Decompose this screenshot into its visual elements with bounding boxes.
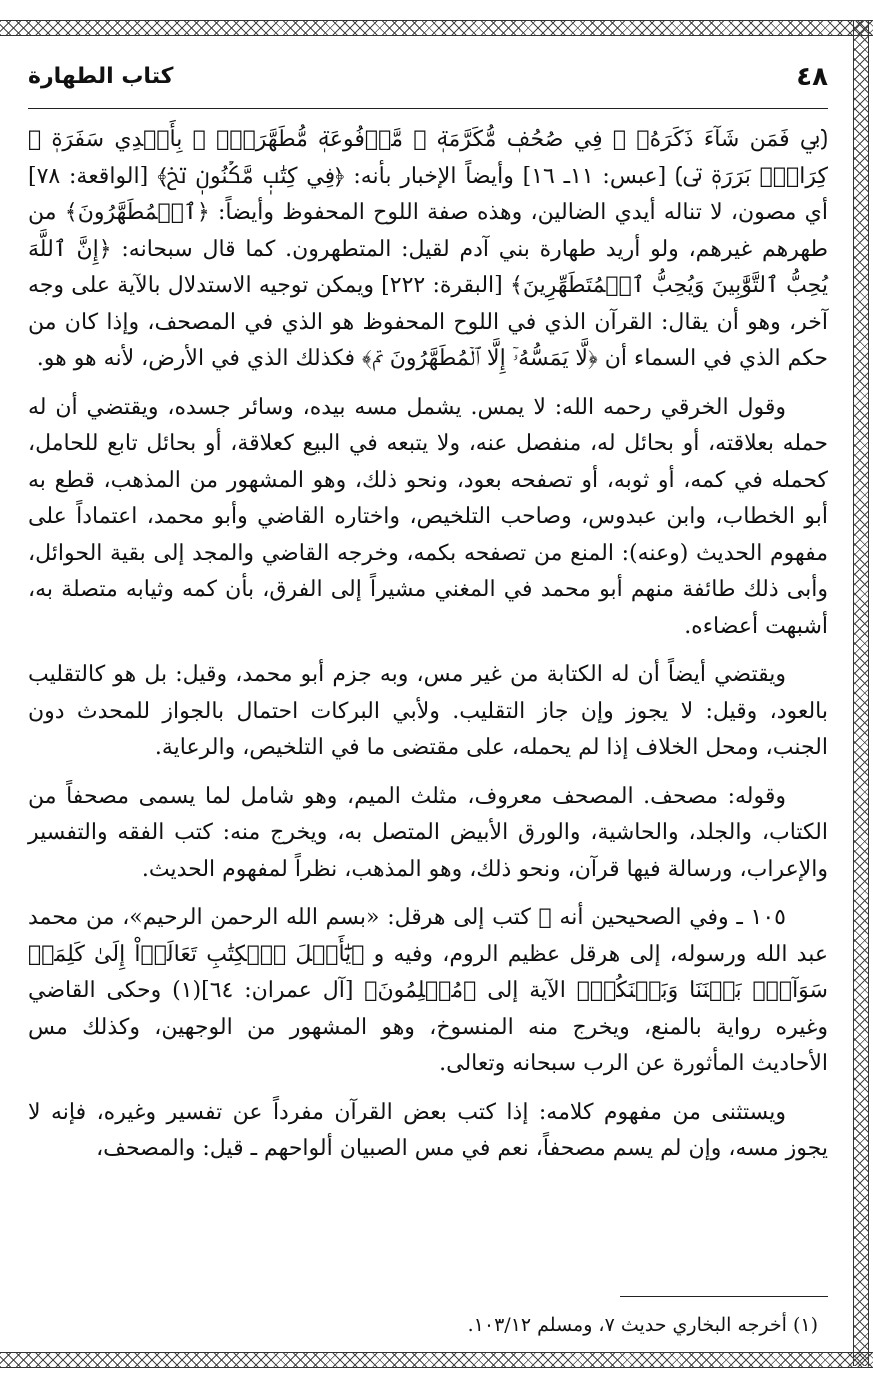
paragraph: ويقتضي أيضاً أن له الكتابة من غير مس، وبه جزم أبو محمد، وقيل: بل هو كالتقليب بالعود، وقيل: لا يجوز وإن جاز التقليب. ولأبي البركات احتمال بالجواز للمحدث دون الجنب، ومحل الخلاف إذا لم يحمله، على مقتضى ما في التلخيص، والرعاية.	[28, 662, 828, 760]
body-text	[28, 122, 828, 1180]
running-title: كتاب الطهارة	[28, 64, 174, 89]
footnote-rule	[620, 1296, 828, 1297]
paragraph: وقول الخرقي رحمه الله: لا يمس. يشمل مسه بيده، وسائر جسده، ويقتضي أن له حمله بعلاقته، أو بحائل له، منفصل عنه، ولا يتبعه في البيع كعلاقة، أو بحائل تابع للحامل، كحمله في كمه، أو ثوبه، أو تصفحه بعود، ونحو ذلك، وهو المشهور من المذهب، قطع به أبو الخطاب، وابن عبدوس، وصاحب التلخيص، واختاره القاضي وأبو محمد، اعتماداً على مفهوم الحديث (وعنه): المنع من تصفحه بكمه، وخرجه القاضي والمجد إلى بقية الحوائل، وأبى ذلك طائفة منهم أبو محمد في المغني مشيراً إلى الفرق، بأن كمه وثيابه متصلة به، أشبهت أعضاءه.	[28, 394, 828, 639]
ornamental-border-top	[0, 20, 873, 36]
paragraph: ١٠٥ ـ وفي الصحيحين أنه ﷺ كتب إلى هرقل: «بسم الله الرحمن الرحيم»، من محمد عبد الله ورسوله، إلى هرقل عظيم الروم، وفيه و ﴿يَٰٓأَهۡلَ ٱلۡكِتَٰبِ تَعَالَوۡاْ إِلَىٰ كَلِمَةٖ سَوَآءِۭ بَيۡنَنَا وَبَيۡنَكُمۡ﴾ الآية إلى ﴿مُسۡلِمُونَ﴾ [آل عمران: ٦٤](١) وحكى القاضي وغيره رواية بالمنع، ويخرج منه المنسوخ، وهو المشهور من الوجهين، وكذلك مس الأحاديث المأثورة عن الرب سبحانه وتعالى.	[28, 905, 828, 1076]
page-number: ٤٨	[796, 62, 828, 92]
paragraph: ﴿ﰊ فَمَن شَآءَ ذَكَرَهُۥ ﰋ فِي صُحُفٖ مُّكَرَّمَةٖ ﰌ مَّرۡفُوعَةٖ مُّطَهَّرَةِۭ ﰍ بِأَيۡدِي سَفَرَةٖ ﰎ كِرَامِۭ بَرَرَةٖ ﰏ﴾ [عبس: ١١ـ ١٦] وأيضاً الإخبار بأنه: ﴿فِي كِتَٰبٖ مَّكۡنُونٖ ﰍ﴾ [الواقعة: ٧٨] أي مصون، لا تناله أيدي الضالين، وهذه صفة اللوح المحفوظ وأيضاً: ﴿ٱلۡمُطَهَّرُونَ﴾ من طهرهم غيرهم، ولو أريد طهارة بني آدم لقيل: المتطهرون. كما قال سبحانه: ﴿إِنَّ ٱللَّهَ يُحِبُّ ٱلتَّوَّٰبِينَ وَيُحِبُّ ٱلۡمُتَطَهِّرِينَ﴾ [البقرة: ٢٢٢] ويمكن توجيه الاستدلال بالآية على وجه آخر، وهو أن يقال: القرآن الذي في اللوح المحفوظ هو الذي في المصحف، وإذا كان من حكم الذي في السماء أن ﴿لَّا يَمَسُّهُۥٓ إِلَّا ٱلۡمُطَهَّرُونَ ﰎ﴾ فكذلك الذي في الأرض، لأنه هو هو.	[28, 127, 828, 371]
paragraph: وقوله: مصحف. المصحف معروف، مثلث الميم، وهو شامل لما يسمى مصحفاً من الكتاب، والجلد، والحاشية، والورق الأبيض المتصل به، ويخرج منه: كتب الفقه والتفسير والإعراب، ورسالة فيها قرآن، ونحو ذلك، وهو المذهب، نظراً لمفهوم الحديث.	[28, 783, 828, 882]
page-header	[28, 62, 828, 102]
paragraph: ويستثنى من مفهوم كلامه: إذا كتب بعض القرآن مفرداً عن تفسير وغيره، فإنه لا يجوز مسه، وإن لم يسم مصحفاً، نعم في مس الصبيان ألواحهم ـ قيل: والمصحف،	[28, 1099, 828, 1161]
footnote: (١) أخرجه البخاري حديث ٧، ومسلم ١٠٣/١٢.	[467, 1314, 818, 1336]
ornamental-border-right	[853, 20, 869, 1366]
header-rule	[28, 108, 828, 109]
ornamental-border-bottom	[0, 1352, 873, 1368]
